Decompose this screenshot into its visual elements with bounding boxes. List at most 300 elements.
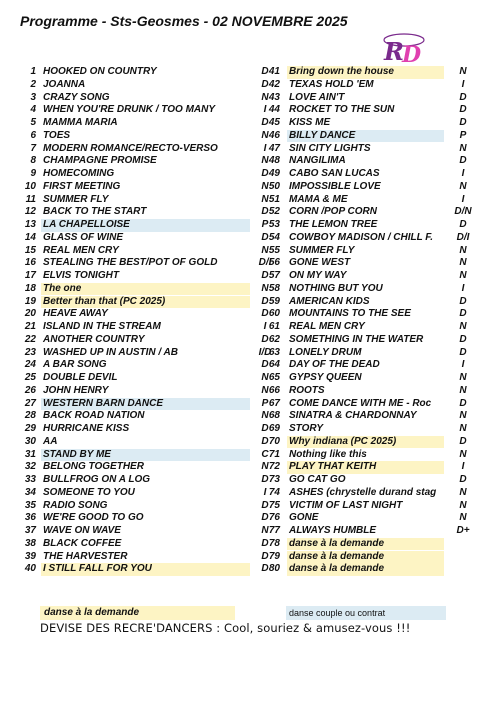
- program-row-title: ASHES (chrystelle durand stag: [289, 486, 437, 498]
- program-row-code: D: [261, 537, 269, 549]
- program-row-number: 34: [24, 486, 36, 498]
- program-row: [264, 79, 479, 92]
- program-row-code: N: [261, 155, 269, 167]
- program-row: [18, 398, 278, 411]
- program-row-code: N: [459, 512, 467, 524]
- program-row-number: 18: [24, 282, 36, 294]
- program-row: [18, 372, 278, 385]
- program-row: [18, 563, 278, 576]
- program-row-code: N: [459, 321, 467, 332]
- program-row-code: N: [261, 193, 269, 205]
- program-row: [264, 512, 479, 525]
- program-row: [18, 117, 278, 130]
- program-row-number: 60: [268, 308, 280, 320]
- program-row-number: 49: [268, 168, 280, 179]
- program-row-code: D: [261, 270, 269, 281]
- program-row: [264, 155, 479, 168]
- program-row-number: 41: [268, 66, 280, 77]
- svg-text:D: D: [402, 42, 422, 66]
- program-row: [18, 181, 278, 194]
- program-row-title: TEXAS HOLD 'EM: [289, 78, 374, 90]
- program-row: [18, 155, 278, 168]
- program-row-title: GO CAT GO: [289, 474, 346, 485]
- program-row-number: 63: [268, 346, 280, 358]
- program-row-title: WAVE ON WAVE: [43, 525, 121, 536]
- program-row-title: SOMEONE TO YOU: [43, 486, 135, 498]
- program-row-code: D: [459, 117, 467, 128]
- program-row-title: GONE: [289, 512, 319, 524]
- program-row-code: N: [459, 257, 467, 269]
- program-row-code: I: [263, 104, 267, 116]
- program-row-number: 30: [24, 435, 36, 447]
- program-row: [264, 257, 479, 270]
- program-row-title: DAY OF THE DEAD: [289, 359, 380, 371]
- program-row-number: 6: [30, 129, 36, 141]
- program-row-title: NOTHING BUT YOU: [289, 282, 383, 294]
- program-row-code: D/N: [454, 206, 472, 218]
- program-row-code: C: [261, 448, 269, 460]
- program-row: [264, 308, 479, 321]
- program-row-title: AMERICAN KIDS: [289, 295, 370, 307]
- program-row: [18, 423, 278, 436]
- program-row-number: 15: [24, 244, 36, 256]
- program-row-title: SOMETHING IN THE WATER: [289, 333, 424, 345]
- program-row: [264, 219, 479, 232]
- program-row-title: JOHN HENRY: [43, 384, 109, 396]
- svg-text:R: R: [384, 37, 404, 66]
- program-row: [264, 410, 479, 423]
- program-row-number: 31: [24, 448, 36, 460]
- program-row-title: BILLY DANCE: [287, 130, 444, 143]
- program-row-number: 54: [268, 231, 280, 243]
- program-row: [18, 321, 278, 334]
- program-row-number: 67: [268, 397, 280, 409]
- program-row-code: D: [459, 295, 467, 307]
- program-row: [18, 487, 278, 500]
- program-row-code: D: [261, 550, 269, 562]
- program-row-code: I: [461, 193, 465, 205]
- program-row-number: 33: [24, 474, 36, 485]
- program-row: [18, 79, 278, 92]
- program-row-code: N: [261, 91, 269, 103]
- program-row-title: WE'RE GOOD TO GO: [43, 512, 144, 524]
- program-row: [18, 334, 278, 347]
- program-row-number: 32: [24, 461, 36, 473]
- program-row: [264, 385, 479, 398]
- program-row: [264, 423, 479, 436]
- program-row: [264, 181, 479, 194]
- program-row-title: JOANNA: [43, 78, 86, 90]
- program-row-code: D: [261, 206, 269, 218]
- program-row-title: BACK ROAD NATION: [43, 410, 145, 422]
- program-row: [264, 92, 479, 105]
- program-row-number: 40: [24, 563, 36, 575]
- program-row-code: D: [459, 346, 467, 358]
- program-row-number: 24: [24, 359, 36, 371]
- program-row-title: ALWAYS HUMBLE: [289, 525, 377, 536]
- program-row: [264, 321, 479, 334]
- program-row: [18, 283, 278, 296]
- program-row: [264, 104, 479, 117]
- program-row-number: 11: [25, 193, 36, 205]
- program-row-number: 51: [268, 193, 280, 205]
- program-row: [18, 296, 278, 309]
- program-row-title: GONE WEST: [289, 257, 351, 269]
- program-row-code: I: [461, 359, 465, 371]
- page-title: Programme - Sts-Geosmes - 02 NOVEMBRE 2025: [20, 13, 348, 29]
- program-row: [264, 245, 479, 258]
- program-row-code: N: [261, 180, 269, 192]
- program-row-title: danse à la demande: [287, 563, 444, 576]
- program-row-title: COME DANCE WITH ME - Roc: [289, 397, 432, 409]
- program-row-code: D: [459, 474, 467, 485]
- program-row-title: Better than that (PC 2025): [41, 296, 250, 309]
- program-row-title: HEAVE AWAY: [43, 308, 108, 320]
- program-row-code: D: [261, 333, 269, 345]
- program-row-number: 37: [24, 525, 36, 536]
- program-row-number: 78: [268, 537, 280, 549]
- program-row: [18, 245, 278, 258]
- program-row-number: 52: [268, 206, 280, 218]
- program-row-title: HOOKED ON COUNTRY: [43, 66, 157, 77]
- program-row: [264, 551, 479, 564]
- program-row-number: 48: [268, 155, 280, 167]
- program-row: [264, 436, 479, 449]
- program-row-code: D+: [456, 525, 470, 536]
- program-row-number: 45: [268, 117, 280, 128]
- program-row: [264, 538, 479, 551]
- program-row: [264, 283, 479, 296]
- program-row-number: 5: [30, 117, 36, 128]
- program-row-title: VICTIM OF LAST NIGHT: [289, 499, 403, 511]
- program-row: [264, 461, 479, 474]
- program-row-number: 56: [268, 257, 280, 269]
- program-row: [264, 347, 479, 360]
- program-row-number: 27: [24, 397, 36, 409]
- program-row-code: D: [261, 423, 269, 434]
- program-row-title: COWBOY MADISON / CHILL F.: [289, 231, 434, 243]
- club-motto: DEVISE DES RECRE'DANCERS : Cool, souriez & amusez-vous !!!: [40, 621, 411, 635]
- program-row-title: SINATRA & CHARDONNAY: [289, 410, 417, 422]
- program-row-code: N: [459, 423, 467, 434]
- program-row-title: WESTERN BARN DANCE: [41, 398, 250, 411]
- program-row-code: N: [459, 372, 467, 383]
- program-row: [264, 449, 479, 462]
- program-row-code: D: [261, 563, 269, 575]
- program-row-code: I: [461, 461, 465, 473]
- program-row-number: 2: [30, 78, 36, 90]
- program-row-title: ROCKET TO THE SUN: [289, 104, 395, 116]
- program-row: [18, 143, 278, 156]
- program-row: [18, 461, 278, 474]
- program-row: [18, 168, 278, 181]
- program-row-title: TOES: [43, 129, 71, 141]
- program-row-title: SUMMER FLY: [289, 244, 355, 256]
- club-logo-icon: [376, 30, 430, 66]
- program-row-title: HOMECOMING: [43, 168, 115, 179]
- program-row-number: 12: [24, 206, 36, 218]
- program-row-code: P: [261, 219, 269, 230]
- program-row-code: N: [261, 372, 269, 383]
- program-row-title: PLAY THAT KEITH: [287, 461, 444, 474]
- program-row-number: 21: [24, 321, 36, 332]
- program-row-number: 17: [24, 270, 36, 281]
- program-row-number: 7: [30, 142, 36, 154]
- program-row-number: 22: [24, 333, 36, 345]
- program-row: [264, 372, 479, 385]
- program-row: [18, 525, 278, 538]
- program-row-code: D: [261, 168, 269, 179]
- program-row-code: D: [261, 66, 269, 77]
- program-row-title: danse à la demande: [287, 538, 444, 551]
- program-row-code: D: [459, 333, 467, 345]
- program-row-number: 13: [24, 219, 36, 230]
- program-row-number: 29: [24, 423, 36, 434]
- program-row: [264, 66, 479, 79]
- program-row-title: LONELY DRUM: [289, 346, 362, 358]
- program-row-title: STAND BY ME: [41, 449, 250, 462]
- program-row-code: D: [261, 231, 269, 243]
- program-row-code: N: [459, 66, 467, 77]
- program-row-code: N: [261, 384, 269, 396]
- program-row-title: DOUBLE DEVIL: [43, 372, 118, 383]
- program-row-number: 55: [268, 244, 280, 256]
- program-row-number: 79: [268, 550, 280, 562]
- program-row-number: 23: [24, 346, 36, 358]
- program-row-number: 3: [30, 91, 36, 103]
- program-row-number: 61: [268, 321, 280, 332]
- program-row-title: Bring down the house: [287, 66, 444, 79]
- program-row-code: N: [459, 448, 467, 460]
- program-row-title: ON MY WAY: [289, 270, 347, 281]
- program-row-code: D/I: [258, 257, 272, 269]
- program-row-number: 66: [268, 384, 280, 396]
- program-row: [264, 296, 479, 309]
- program-row-title: THE LEMON TREE: [289, 219, 378, 230]
- program-row-title: LA CHAPELLOISE: [41, 219, 250, 232]
- program-row: [18, 538, 278, 551]
- program-row-code: D: [261, 435, 269, 447]
- program-row-number: 74: [268, 486, 280, 498]
- program-row-code: D: [261, 359, 269, 371]
- program-row-title: BELONG TOGETHER: [43, 461, 144, 473]
- program-row-title: MOUNTAINS TO THE SEE: [289, 308, 411, 320]
- program-row: [264, 194, 479, 207]
- program-row: [18, 270, 278, 283]
- program-row-number: 59: [268, 295, 280, 307]
- program-row-title: WASHED UP IN AUSTIN / AB: [43, 346, 179, 358]
- program-row-code: D: [459, 308, 467, 320]
- program-row: [264, 487, 479, 500]
- program-row-title: GYPSY QUEEN: [289, 372, 362, 383]
- program-row-code: N: [459, 270, 467, 281]
- program-row-title: ANOTHER COUNTRY: [43, 333, 145, 345]
- program-row-title: MAMMA MARIA: [43, 117, 118, 128]
- program-row-number: 38: [24, 537, 36, 549]
- program-row-number: 36: [24, 512, 36, 524]
- program-row-code: D: [261, 512, 269, 524]
- program-row-code: D: [261, 499, 269, 511]
- program-row-code: P: [261, 397, 269, 409]
- program-row-number: 80: [268, 563, 280, 575]
- program-row: [18, 551, 278, 564]
- program-row: [18, 206, 278, 219]
- program-row-code: D: [261, 295, 269, 307]
- program-row-title: ISLAND IN THE STREAM: [43, 321, 161, 332]
- program-row-code: I: [263, 142, 267, 154]
- program-row-code: D: [459, 219, 467, 230]
- program-row-code: I/D: [258, 346, 272, 358]
- program-row: [18, 436, 278, 449]
- program-row-code: N: [459, 499, 467, 511]
- program-row-number: 25: [24, 372, 36, 383]
- program-row-code: D: [459, 104, 467, 116]
- program-row-code: N: [261, 410, 269, 422]
- program-row-title: RADIO SONG: [43, 499, 108, 511]
- program-row-title: Nothing like this: [289, 448, 367, 460]
- program-row-code: I: [461, 78, 465, 90]
- program-row-code: D: [459, 155, 467, 167]
- program-row-number: 62: [268, 333, 280, 345]
- program-row-code: D/I: [456, 231, 470, 243]
- program-row: [264, 398, 479, 411]
- program-row: [264, 232, 479, 245]
- program-row-title: KISS ME: [289, 117, 331, 128]
- program-row-title: A BAR SONG: [43, 359, 107, 371]
- program-row-code: N: [261, 129, 269, 141]
- program-row-code: N: [459, 142, 467, 154]
- program-row-title: CHAMPAGNE PROMISE: [43, 155, 157, 167]
- program-row-number: 57: [268, 270, 280, 281]
- program-row-code: D: [261, 117, 269, 128]
- program-row-title: WHEN YOU'RE DRUNK / TOO MANY: [43, 104, 216, 116]
- program-row-number: 76: [268, 512, 280, 524]
- program-row-number: 71: [268, 448, 280, 460]
- program-row-number: 1: [30, 66, 36, 77]
- program-row: [18, 410, 278, 423]
- program-row: [18, 474, 278, 487]
- legend-on-demand: danse à la demande: [40, 606, 235, 620]
- program-row: [264, 143, 479, 156]
- program-row-number: 39: [24, 550, 36, 562]
- program-row-title: danse à la demande: [287, 551, 444, 564]
- program-row-title: STEALING THE BEST/POT OF GOLD: [43, 257, 218, 269]
- program-row-title: CRAZY SONG: [43, 91, 110, 103]
- program-row-number: 73: [268, 474, 280, 485]
- program-row-number: 44: [268, 104, 280, 116]
- program-row-title: The one: [41, 283, 250, 296]
- program-row: [18, 219, 278, 232]
- program-row-title: BACK TO THE START: [43, 206, 147, 218]
- program-row: [264, 563, 479, 576]
- program-row-title: NANGILIMA: [289, 155, 346, 167]
- program-row-number: 19: [24, 295, 36, 307]
- program-row-code: N: [459, 384, 467, 396]
- program-row-code: N: [261, 244, 269, 256]
- program-row-title: ROOTS: [289, 384, 325, 396]
- program-row-code: D: [459, 435, 467, 447]
- program-row-title: FIRST MEETING: [43, 180, 121, 192]
- program-row-code: N: [261, 525, 269, 536]
- program-row-number: 4: [30, 104, 36, 116]
- program-row: [18, 257, 278, 270]
- program-row: [18, 347, 278, 360]
- program-row-title: MAMA & ME: [289, 193, 348, 205]
- program-row-title: REAL MEN CRY: [289, 321, 365, 332]
- program-row-number: 75: [268, 499, 280, 511]
- program-row: [264, 117, 479, 130]
- program-row-code: N: [459, 486, 467, 498]
- program-row: [18, 92, 278, 105]
- program-row-code: I: [263, 486, 267, 498]
- program-row-number: 69: [268, 423, 280, 434]
- program-row: [264, 334, 479, 347]
- program-row: [264, 270, 479, 283]
- program-row-code: N: [261, 282, 269, 294]
- program-row-number: 8: [30, 155, 36, 167]
- program-row-number: 70: [268, 435, 280, 447]
- program-row-code: N: [459, 180, 467, 192]
- program-row-number: 53: [268, 219, 280, 230]
- program-row-title: LOVE AIN'T: [289, 91, 345, 103]
- program-row-number: 43: [268, 91, 280, 103]
- program-row-title: AA: [43, 435, 58, 447]
- program-row-title: HURRICANE KISS: [43, 423, 130, 434]
- legend-couple-contract: danse couple ou contrat: [286, 606, 446, 620]
- program-row-number: 58: [268, 282, 280, 294]
- program-row-code: D: [261, 308, 269, 320]
- program-row-title: BLACK COFFEE: [43, 537, 122, 549]
- program-row: [18, 512, 278, 525]
- program-row-title: CORN /POP CORN: [289, 206, 377, 218]
- program-row-code: D: [261, 474, 269, 485]
- program-row-number: 42: [268, 78, 280, 90]
- program-row: [264, 500, 479, 513]
- program-row-title: MODERN ROMANCE/RECTO-VERSO: [43, 142, 218, 154]
- program-row: [18, 500, 278, 513]
- program-row-code: N: [261, 461, 269, 473]
- program-row-number: 64: [268, 359, 280, 371]
- program-row-code: D: [459, 91, 467, 103]
- program-row-title: GLASS OF WINE: [43, 231, 123, 243]
- program-row-number: 46: [268, 129, 280, 141]
- program-row: [18, 359, 278, 372]
- program-row-number: 20: [24, 308, 36, 320]
- program-row-number: 16: [24, 257, 36, 269]
- program-row-number: 10: [24, 180, 36, 192]
- program-row: [18, 385, 278, 398]
- program-row: [18, 130, 278, 143]
- program-row-title: ELVIS TONIGHT: [43, 270, 119, 281]
- program-row: [18, 104, 278, 117]
- program-row-title: BULLFROG ON A LOG: [43, 474, 151, 485]
- program-row-code: D: [459, 397, 467, 409]
- program-row-code: N: [459, 410, 467, 422]
- program-row-number: 14: [24, 231, 36, 243]
- program-row-code: I: [461, 282, 465, 294]
- program-row-number: 65: [268, 372, 280, 383]
- program-row-title: Why indiana (PC 2025): [287, 436, 444, 449]
- program-row-title: SUMMER FLY: [43, 193, 109, 205]
- program-row-number: 72: [268, 461, 280, 473]
- program-row: [264, 359, 479, 372]
- program-row: [18, 232, 278, 245]
- program-row: [264, 130, 479, 143]
- program-row: [264, 168, 479, 181]
- program-row-title: THE HARVESTER: [43, 550, 128, 562]
- program-row-title: I STILL FALL FOR YOU: [41, 563, 250, 576]
- program-row-title: IMPOSSIBLE LOVE: [289, 180, 381, 192]
